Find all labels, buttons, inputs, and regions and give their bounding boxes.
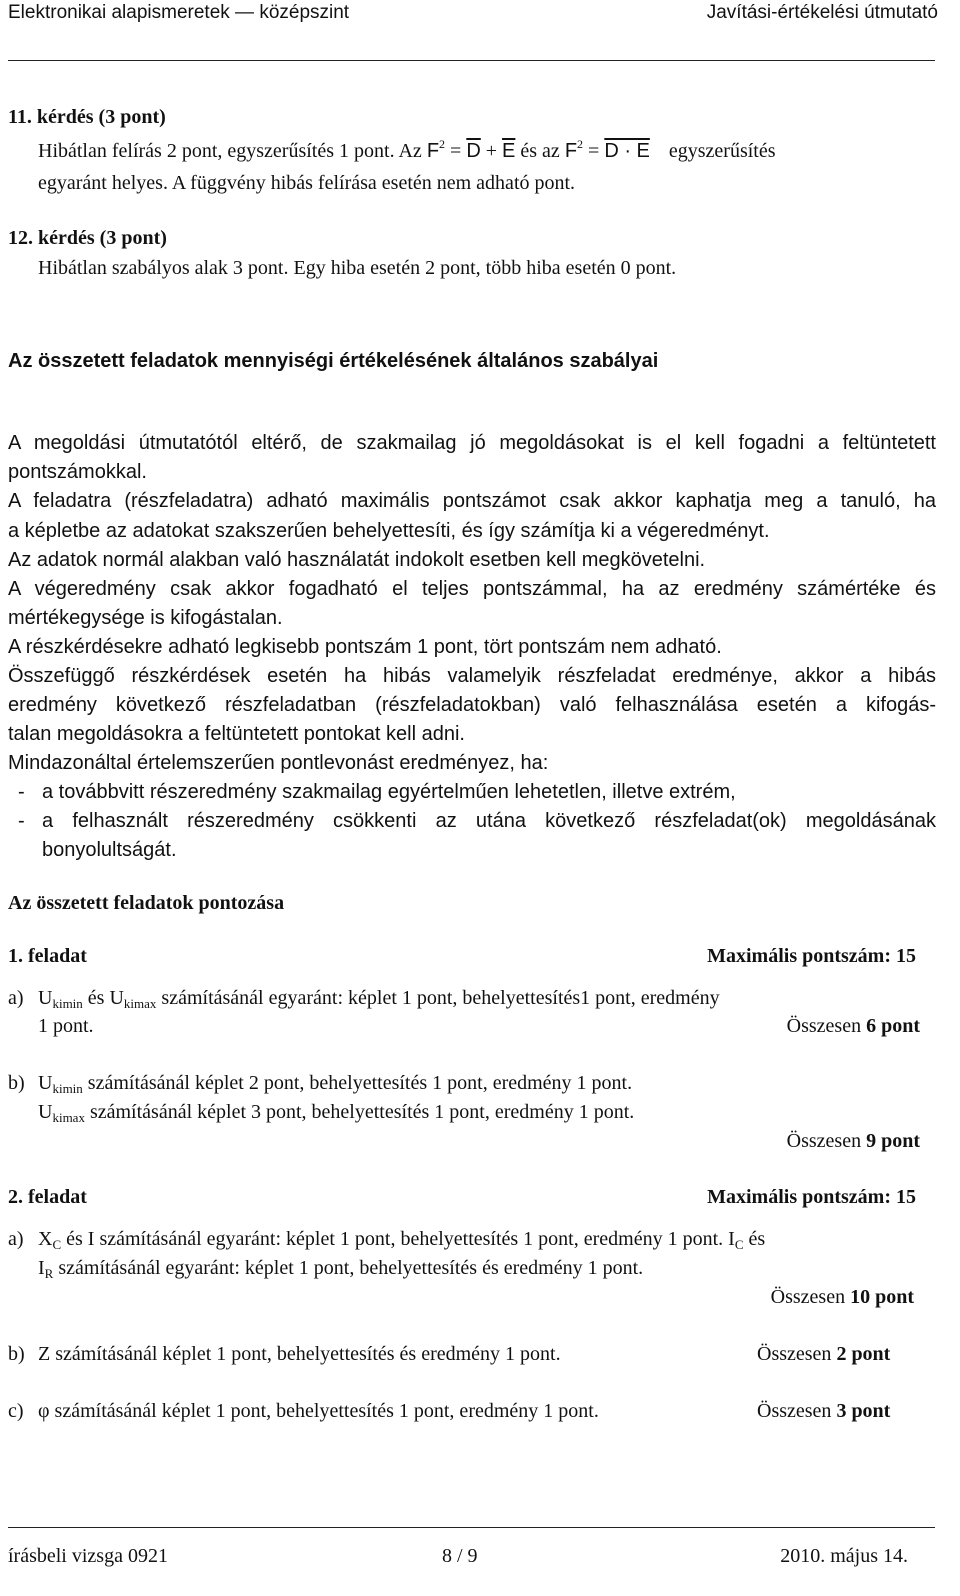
q11-title: 11. kérdés (3 pont) bbox=[8, 106, 166, 128]
rules-dash-1: - bbox=[18, 810, 25, 832]
task2-c-total-label: Összesen bbox=[757, 1400, 837, 1422]
footer-left: írásbeli vizsga 0921 bbox=[8, 1545, 168, 1567]
footer-right: 2010. május 14. bbox=[780, 1545, 908, 1567]
rules-line-10: talan megoldásokra a feltüntetett pontokat kell adni. bbox=[8, 723, 465, 745]
task2-b-label: b) bbox=[8, 1343, 25, 1365]
task2-a-irsub: R bbox=[44, 1266, 54, 1281]
formula-sup1: 2 bbox=[439, 137, 446, 151]
task1-a-label: a) bbox=[8, 987, 24, 1009]
task1-title: 1. feladat bbox=[8, 945, 87, 967]
task1-a-u2: U bbox=[109, 987, 124, 1009]
formula-f1: F bbox=[426, 140, 440, 162]
q11-mid: és az bbox=[515, 140, 565, 162]
header-right: Javítási-értékelési útmutató bbox=[706, 2, 938, 23]
task2-b-text: Z számításánál képlet 1 pont, behelyettesítés és eredmény 1 pont. bbox=[38, 1343, 561, 1365]
task1-b-line2 bbox=[38, 1101, 634, 1124]
footer-center: 8 / 9 bbox=[442, 1545, 478, 1567]
task2-a-isub: C bbox=[734, 1237, 744, 1252]
task1-a-total-value: 6 pont bbox=[866, 1015, 920, 1037]
rules-dash-0: - bbox=[18, 781, 25, 803]
rules-line-1: pontszámokkal. bbox=[8, 461, 147, 483]
rules-title: Az összetett feladatok mennyiségi értékelésének általános szabályai bbox=[8, 350, 659, 372]
q12-line1: Hibátlan szabályos alak 3 pont. Egy hiba esetén 2 pont, több hiba esetén 0 pont. bbox=[38, 257, 677, 279]
task2-a-ir: I bbox=[38, 1257, 45, 1279]
task1-b-line1 bbox=[38, 1072, 632, 1095]
task2-a-xsub: C bbox=[52, 1237, 62, 1252]
rules-line-3: a képletbe az adatokat szakszerűen behelyettesíti, és így számítja ki a végeredményt. bbox=[8, 520, 770, 542]
task1-b-total bbox=[787, 1130, 920, 1153]
task1-a-text: számításánál egyaránt: képlet 1 pont, behelyettesítés1 pont, eredmény bbox=[156, 987, 720, 1009]
header-left: Elektronikai alapismeretek — középszint bbox=[8, 2, 350, 23]
task1-b-total-label: Összesen bbox=[786, 1130, 867, 1152]
formula-plus: + bbox=[485, 140, 498, 162]
task2-a-line2 bbox=[38, 1257, 643, 1280]
formula-eq1: = bbox=[450, 140, 462, 162]
task1-a-total-label: Összesen bbox=[786, 1015, 867, 1037]
task1-a-u1: U bbox=[38, 987, 53, 1009]
q11-line1 bbox=[38, 137, 776, 163]
formula-d-bar: $\overline{D}$ bbox=[466, 140, 481, 162]
task2-title: 2. feladat bbox=[8, 1186, 87, 1208]
rules-line-7: A részkérdésekre adható legkisebb pontszám 1 pont, tört pontszám nem adható. bbox=[8, 636, 722, 658]
rules-bullet-0: a továbbvitt részeredmény szakmailag egyértelműen lehetetlen, illetve extrém, bbox=[42, 781, 736, 803]
task2-c-label: c) bbox=[8, 1400, 24, 1422]
task2-max: Maximális pontszám: 15 bbox=[707, 1186, 916, 1208]
task1-a-sub1: kimin bbox=[52, 996, 83, 1011]
formula-e-bar: $\overline{E}$ bbox=[502, 140, 516, 162]
task1-b-u1: U bbox=[38, 1072, 53, 1094]
rules-line-5: A végeredmény csak akkor fogadható el teljes pontszámmal, ha az eredmény számértéke és bbox=[8, 578, 936, 600]
q12-title: 12. kérdés (3 pont) bbox=[8, 227, 167, 249]
task1-a-sub2: kimax bbox=[123, 996, 157, 1011]
task2-a-x: X bbox=[38, 1228, 53, 1250]
task2-b-total-label: Összesen bbox=[757, 1343, 837, 1365]
formula-f2: F bbox=[564, 140, 578, 162]
task2-a-label: a) bbox=[8, 1228, 24, 1250]
task1-b-sub2: kimax bbox=[52, 1110, 85, 1125]
task2-a-line1 bbox=[38, 1228, 765, 1251]
footer-rule bbox=[8, 1527, 935, 1528]
formula-de-bar: D · E bbox=[604, 140, 650, 162]
rules-line-9: eredmény következő részfeladatban (részfeladatokban) való felhasználása esetén a kifogás- bbox=[8, 694, 936, 716]
formula-sup2: 2 bbox=[577, 137, 584, 151]
task2-a-tail: és bbox=[743, 1228, 766, 1250]
task1-max: Maximális pontszám: 15 bbox=[707, 945, 916, 967]
formula-eq2: = bbox=[588, 140, 600, 162]
task1-b-text2: számításánál képlet 3 pont, behelyettesítés 1 pont, eredmény 1 pont. bbox=[84, 1101, 635, 1123]
q11-line1-b: egyszerűsítés bbox=[663, 140, 776, 162]
rules-line-8: Összefüggő részkérdések esetén ha hibás valamelyik részfeladat eredménye, akkor a hibás bbox=[8, 665, 936, 687]
task1-b-sub1: kimin bbox=[52, 1081, 83, 1096]
rules-line-4: Az adatok normál alakban való használatát indokolt esetben kell megkövetelni. bbox=[8, 549, 706, 571]
scoring-title: Az összetett feladatok pontozása bbox=[8, 892, 285, 914]
header-rule bbox=[8, 60, 935, 61]
task2-c-text: φ számításánál képlet 1 pont, behelyettesítés 1 pont, eredmény 1 pont. bbox=[38, 1400, 599, 1422]
task1-a-line2: 1 pont. bbox=[38, 1015, 94, 1037]
task2-a-total bbox=[771, 1286, 914, 1309]
task2-a-text1: és I számításánál egyaránt: képlet 1 pont, behelyettesítés 1 pont, eredmény 1 pont. I bbox=[61, 1228, 735, 1250]
task2-c-total-value: 3 pont bbox=[836, 1400, 891, 1422]
task2-a-text2: számításánál egyaránt: képlet 1 pont, behelyettesítés és eredmény 1 pont. bbox=[53, 1257, 644, 1279]
q11-line2: egyaránt helyes. A függvény hibás felírása esetén nem adható pont. bbox=[38, 172, 576, 194]
rules-line-6: mértékegysége is kifogástalan. bbox=[8, 607, 283, 629]
task2-b-total bbox=[757, 1343, 890, 1366]
rules-line-0: A megoldási útmutatótól eltérő, de szakmailag jó megoldásokat is el kell fogadni a feltüntetett bbox=[8, 432, 936, 454]
task2-c-total bbox=[757, 1400, 890, 1423]
q11-line1-a: Hibátlan felírás 2 pont, egyszerűsítés 1 pont. Az bbox=[38, 140, 427, 162]
rules-line-11: Mindazonáltal értelemszerűen pontlevonást eredményez, ha: bbox=[8, 752, 549, 774]
task2-b-total-value: 2 pont bbox=[836, 1343, 891, 1365]
task2-a-total-value: 10 pont bbox=[850, 1286, 914, 1308]
task1-b-text1: számításánál képlet 2 pont, behelyettesítés 1 pont, eredmény 1 pont. bbox=[82, 1072, 633, 1094]
task1-a-line1 bbox=[38, 987, 720, 1010]
rules-bullet-1: a felhasznált részeredmény csökkenti az utána következő részfeladat(ok) megoldásának bbox=[42, 810, 936, 832]
task1-a-and: és bbox=[82, 987, 110, 1009]
task2-a-total-label: Összesen bbox=[770, 1286, 851, 1308]
task1-b-total-value: 9 pont bbox=[866, 1130, 920, 1152]
rules-line-2: A feladatra (részfeladatra) adható maximális pontszámot csak akkor kaphatja meg a tanuló, ha bbox=[8, 490, 936, 512]
task1-a-total bbox=[787, 1015, 920, 1038]
rules-bullet-2: bonyolultságát. bbox=[42, 839, 177, 861]
task1-b-u2: U bbox=[38, 1101, 53, 1123]
task1-b-label: b) bbox=[8, 1072, 25, 1094]
